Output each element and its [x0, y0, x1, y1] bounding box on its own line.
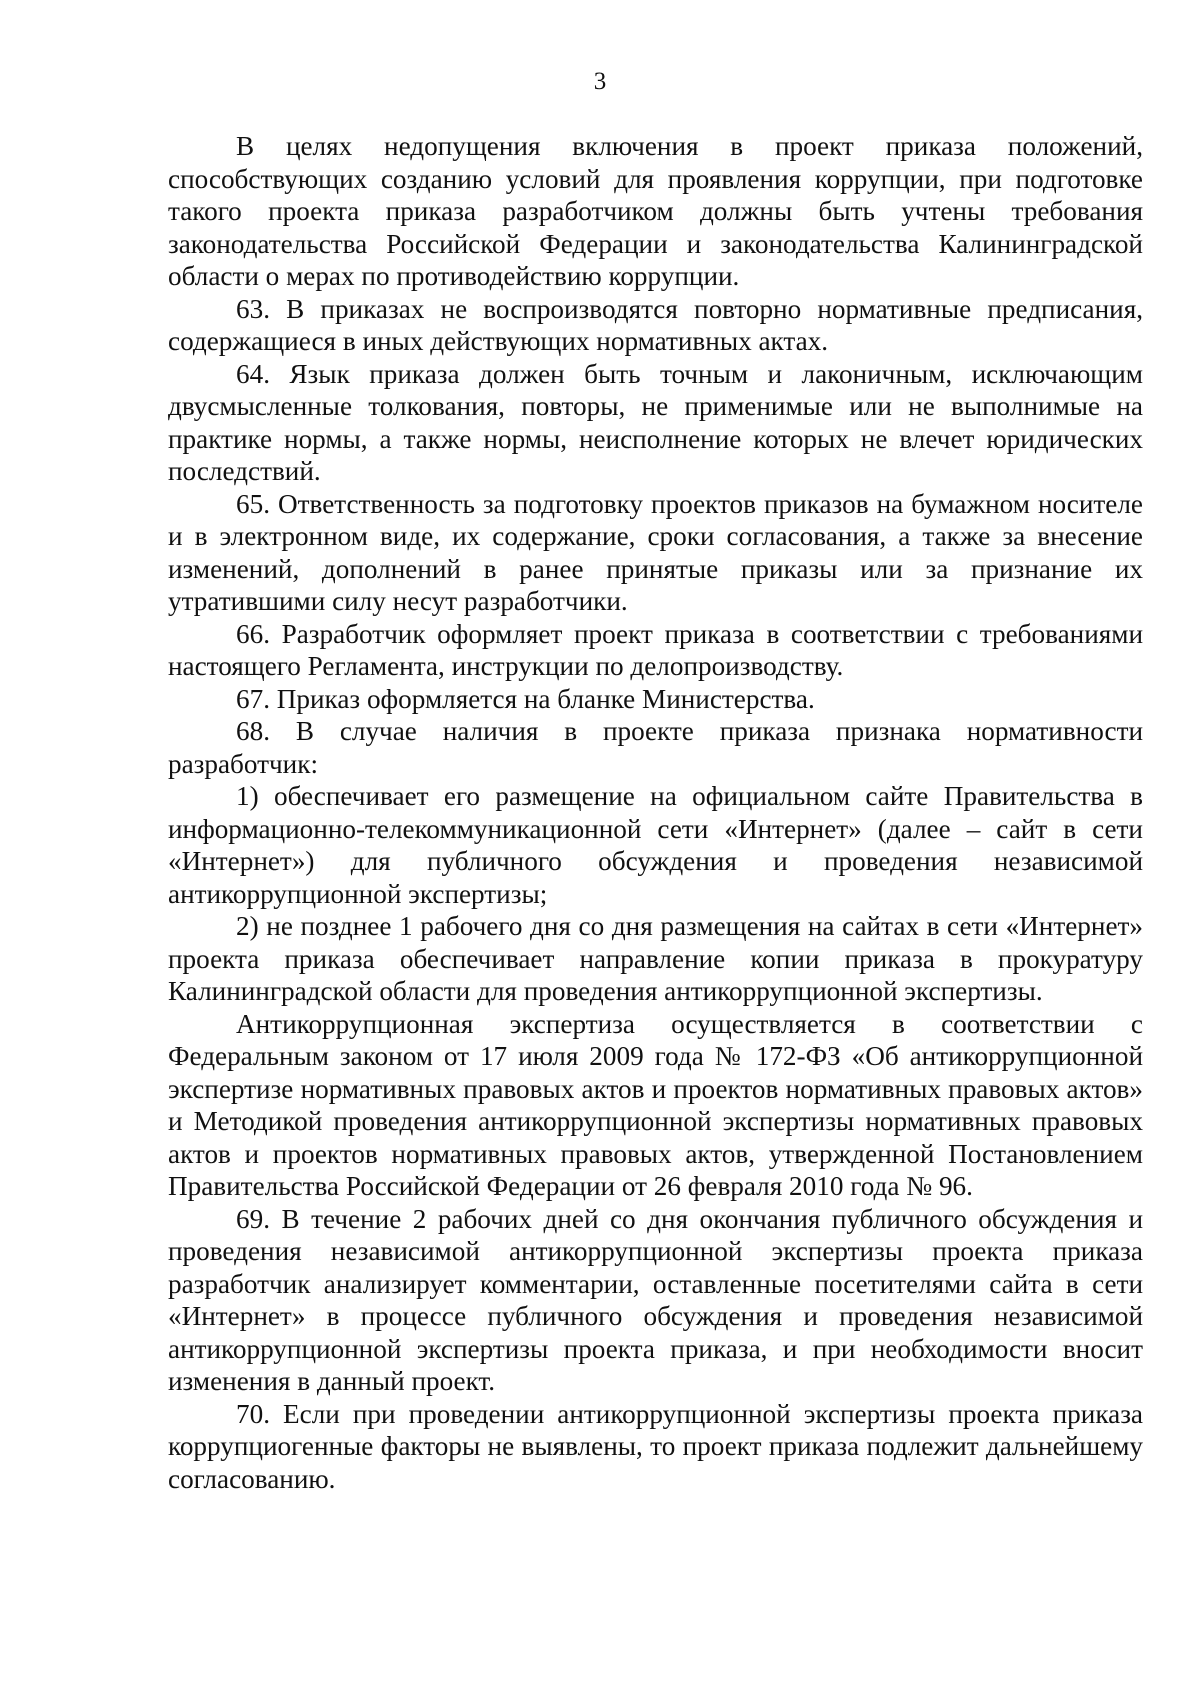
paragraph-64: 64. Язык приказа должен быть точным и лаконичным, исключающим двусмысленные толкования, повторы, не применимые или не выполнимые на практике нормы, а также нормы, неисполнение которых не влечет юридических последствий. [168, 358, 1143, 486]
document-body [168, 130, 1143, 1495]
paragraph-63: 63. В приказах не воспроизводятся повторно нормативные предписания, содержащиеся в иных действующих нормативных актах. [168, 293, 1143, 356]
paragraph-67: 67. Приказ оформляется на бланке Министерства. [236, 683, 815, 714]
paragraph-intro-anticorruption: В целях недопущения включения в проект приказа положений, способствующих созданию условий для проявления коррупции, при подготовке такого проекта приказа разработчиком должны быть учтены требования законодательства Российской Федерации и законодательства Калининградской области о мерах по противодействию коррупции. [168, 131, 1143, 291]
page-number: 3 [593, 68, 607, 95]
paragraph-68-item-1: 1) обеспечивает его размещение на официальном сайте Правительства в информационно-телекоммуникационной сети «Интернет» (далее – сайт в сети «Интернет») для публичного обсуждения и проведения независимой антикоррупционной экспертизы; [168, 781, 1143, 909]
paragraph-68: 68. В случае наличия в проекте приказа признака нормативности разработчик: [168, 716, 1143, 779]
paragraph-expertise-basis: Антикоррупционная экспертиза осуществляется в соответствии с Федеральным законом от 17 июля 2009 года № 172-ФЗ «Об антикоррупционной экспертизе нормативных правовых актов и проектов нормативных правовых актов» и Методикой проведения антикоррупционной экспертизы нормативных правовых актов и проектов нормативных правовых актов, утвержденной Постановлением Правительства Российской Федерации от 26 февраля 2010 года № 96. [168, 1008, 1143, 1201]
paragraph-65: 65. Ответственность за подготовку проектов приказов на бумажном носителе и в электронном виде, их содержание, сроки согласования, а также за внесение изменений, дополнений в ранее принятые приказы или за признание их утратившими силу несут разработчики. [168, 488, 1143, 616]
paragraph-68-item-2: 2) не позднее 1 рабочего дня со дня размещения на сайтах в сети «Интернет» проекта приказа обеспечивает направление копии приказа в прокуратуру Калининградской области для проведения антикоррупционной экспертизы. [168, 911, 1143, 1006]
paragraph-69: 69. В течение 2 рабочих дней со дня окончания публичного обсуждения и проведения независимой антикоррупционной экспертизы проекта приказа разработчик анализирует комментарии, оставленные посетителями сайта в сети «Интернет» в процессе публичного обсуждения и проведения независимой антикоррупционной экспертизы проекта приказа, и при необходимости вносит изменения в данный проект. [168, 1203, 1143, 1396]
paragraph-70: 70. Если при проведении антикоррупционной экспертизы проекта приказа коррупциогенные факторы не выявлены, то проект приказа подлежит дальнейшему согласованию. [168, 1398, 1143, 1494]
paragraph-66: 66. Разработчик оформляет проект приказа в соответствии с требованиями настоящего Регламента, инструкции по делопроизводству. [168, 618, 1143, 681]
